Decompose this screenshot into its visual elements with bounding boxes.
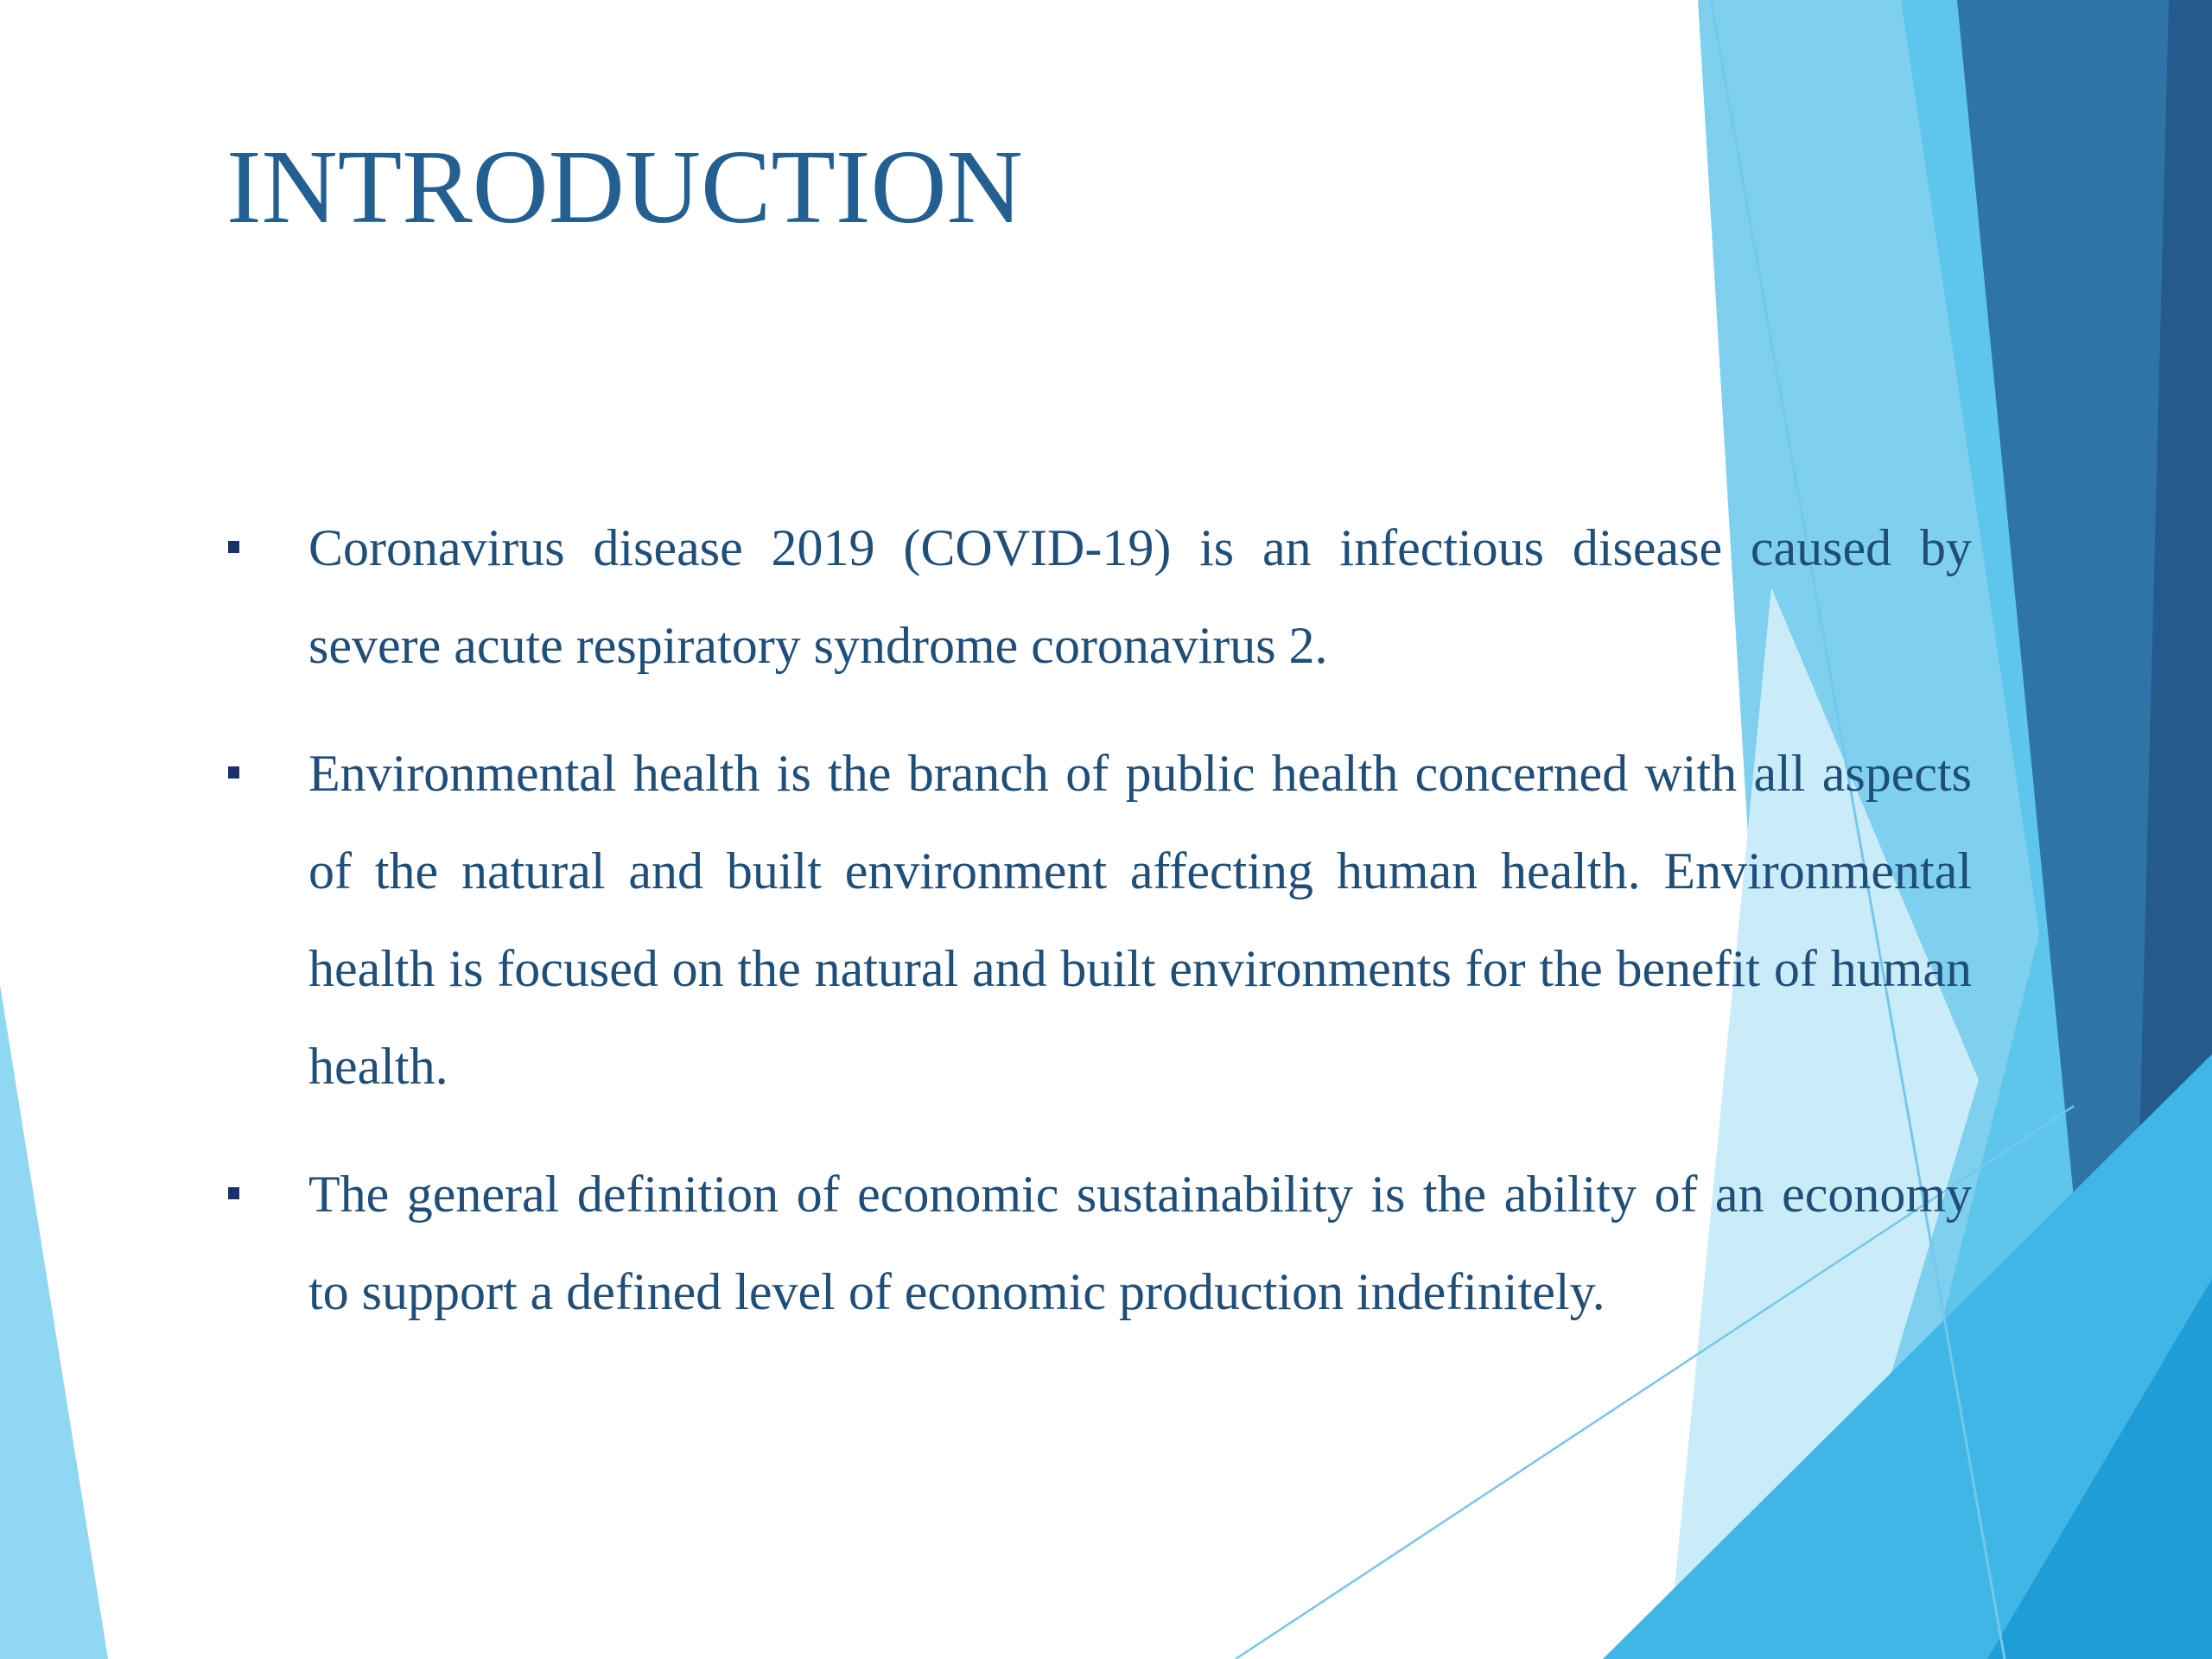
slide-title: INTRODUCTION [226,129,1023,245]
bullet-item [226,499,1972,695]
bullet-list [226,499,1972,1371]
bullet-text: Environmental health is the branch of public health concerned with all aspects of the natural and built environment affecting human health. Environmental health is focused on the natural and built environments for the benefit of human health. [308,745,1972,1095]
left-edge-triangle-shape [0,985,108,1659]
square-bullet-icon [228,1187,239,1199]
square-bullet-icon [228,766,239,779]
bullet-item [226,725,1972,1116]
bullet-text: The general definition of economic sustainability is the ability of an economy to support a defined level of economic production indefinitely. [308,1166,1972,1320]
bullet-item [226,1146,1972,1341]
square-bullet-icon [228,541,239,553]
bullet-text: Coronavirus disease 2019 (COVID-19) is an infectious disease caused by severe acute respiratory syndrome coronavirus 2. [308,519,1972,674]
